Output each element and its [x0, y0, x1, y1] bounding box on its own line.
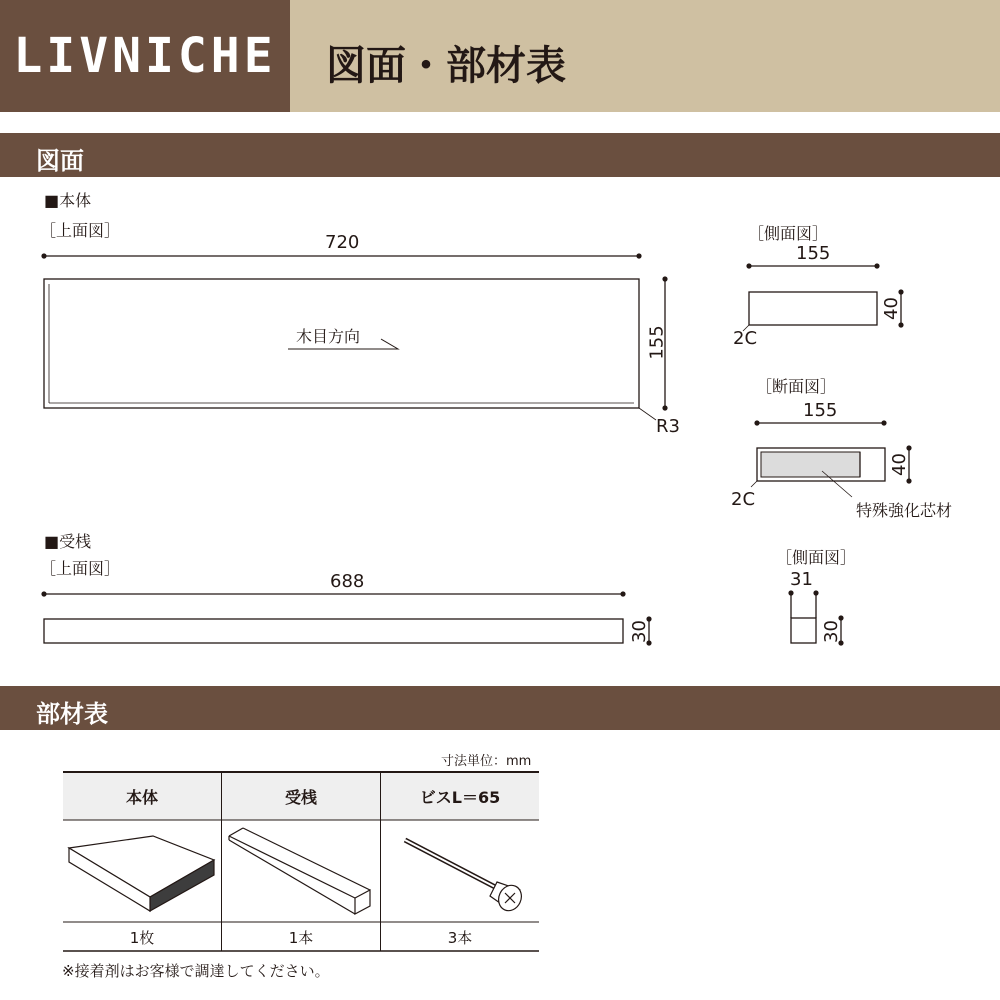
body-corner-radius: R3	[656, 416, 680, 437]
table-qty-cleat: 1本	[288, 928, 314, 947]
cleat-side-height-value: 30	[820, 620, 842, 643]
cleat-height-value: 30	[628, 620, 650, 643]
brand-logo: LIVNICHE	[0, 0, 290, 112]
cleat-side-width-value: 31	[790, 569, 813, 590]
cleat-label: ■受桟	[44, 532, 92, 551]
section-height-value: 40	[888, 453, 910, 476]
table-header-cleat: 受桟	[222, 772, 380, 820]
grain-direction-label: 木目方向	[296, 327, 361, 346]
table-header-body: 本体	[63, 772, 221, 820]
body-length-value: 720	[325, 232, 360, 253]
side-height-value: 40	[880, 297, 902, 320]
body-panel-illustration	[69, 836, 214, 911]
cleat-illustration	[229, 828, 370, 914]
page-title: 図面・部材表	[326, 43, 566, 89]
side-chamfer-value: 2C	[733, 328, 758, 349]
section-title-drawings: 図面	[36, 147, 84, 175]
table-qty-body: 1枚	[129, 928, 155, 947]
body-side-view-label: ［側面図］	[748, 224, 829, 243]
section-title-parts: 部材表	[36, 700, 108, 728]
adhesive-footnote: ※接着剤はお客様で調達してください。	[62, 962, 330, 980]
cleat-length-value: 688	[330, 571, 365, 592]
section-chamfer-value: 2C	[731, 489, 756, 510]
unit-note: 寸法単位：mm	[441, 754, 532, 769]
section-width-value: 155	[803, 400, 838, 421]
core-material-label: 特殊強化芯材	[856, 501, 953, 520]
cleat-side-view-label: ［側面図］	[776, 548, 857, 567]
table-header-screw: ビスL＝65	[381, 772, 539, 820]
body-width-value: 155	[646, 325, 668, 360]
screw-icon	[405, 840, 525, 914]
side-width-value: 155	[796, 243, 831, 264]
cleat-top-view-label: ［上面図］	[40, 559, 121, 578]
body-label: ■本体	[44, 191, 92, 210]
table-qty-screw: 3本	[447, 928, 473, 947]
body-section-view-label: ［断面図］	[756, 377, 837, 396]
body-top-view-label: ［上面図］	[40, 221, 121, 240]
